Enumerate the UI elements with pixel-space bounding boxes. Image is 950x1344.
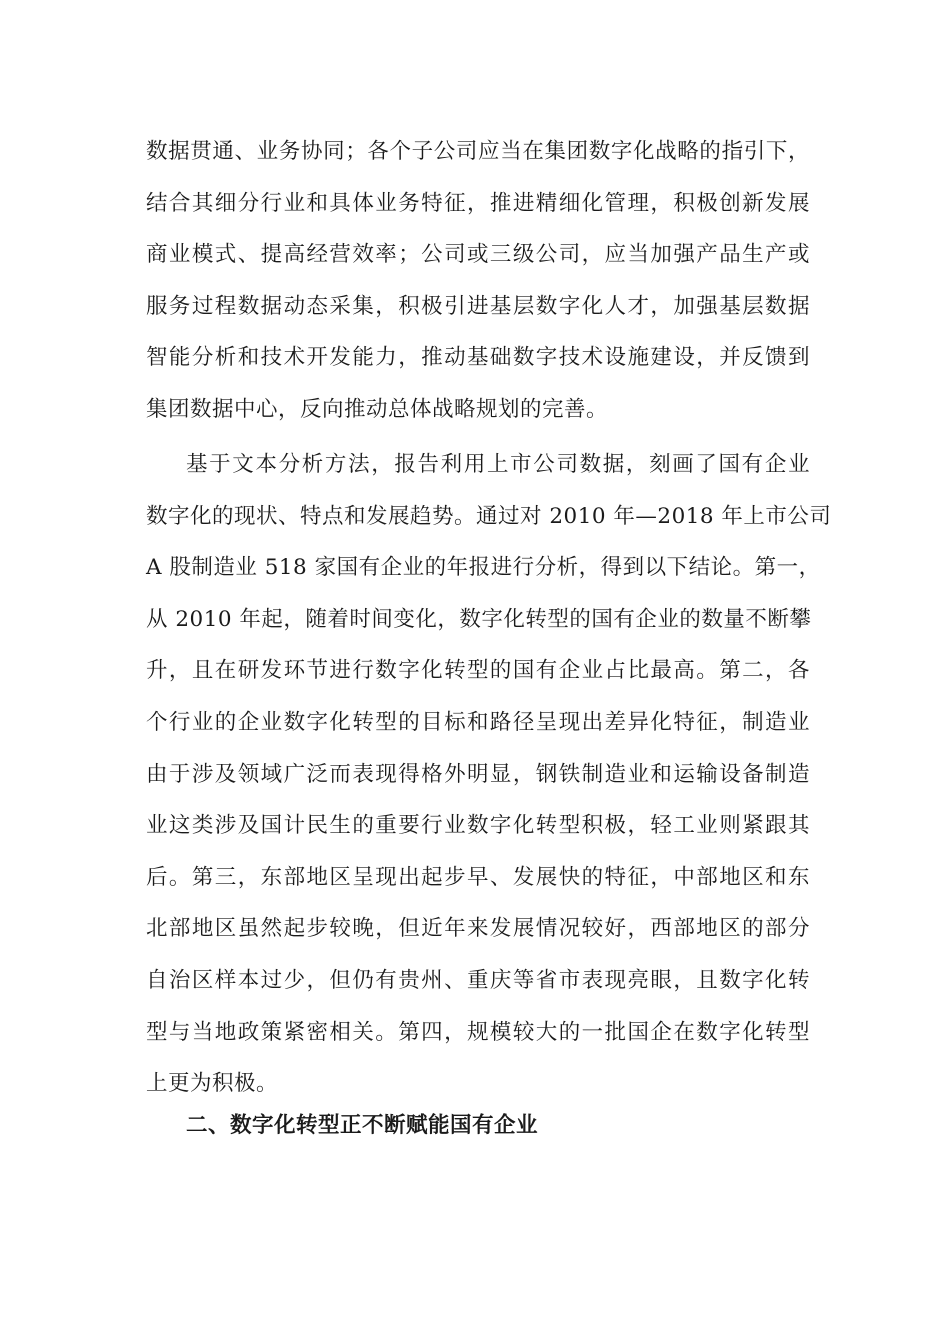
section-heading: 二、数字化转型正不断赋能国有企业	[186, 1113, 539, 1138]
paragraph-line: 上更为积极。	[146, 1071, 279, 1097]
paragraph-line: 智能分析和技术开发能力，推动基础数字技术设施建设，并反馈到	[146, 345, 810, 371]
paragraph-line: A 股制造业 518 家国有企业的年报进行分析，得到以下结论。第一，	[146, 555, 821, 581]
paragraph-line: 北部地区虽然起步较晚，但近年来发展情况较好，西部地区的部分	[146, 916, 810, 942]
paragraph-line: 结合其细分行业和具体业务特征，推进精细化管理，积极创新发展	[146, 190, 810, 216]
paragraph-1	[146, 126, 810, 436]
paragraph-line: 由于涉及领域广泛而表现得格外明显，钢铁制造业和运输设备制造	[146, 761, 810, 787]
paragraph-line: 数据贯通、业务协同；各个子公司应当在集团数字化战略的指引下，	[146, 139, 810, 164]
paragraph-line: 个行业的企业数字化转型的目标和路径呈现出差异化特征，制造业	[146, 709, 810, 735]
paragraph-2	[146, 439, 832, 1110]
paragraph-line: 服务过程数据动态采集，积极引进基层数字化人才，加强基层数据	[146, 293, 810, 319]
paragraph-line: 后。第三，东部地区呈现出起步早、发展快的特征，中部地区和东	[146, 864, 810, 890]
paragraph-line: 集团数据中心，反向推动总体战略规划的完善。	[146, 396, 609, 422]
paragraph-line: 业这类涉及国计民生的重要行业数字化转型积极，轻工业则紧跟其	[146, 813, 810, 839]
paragraph-line: 升，且在研发环节进行数字化转型的国有企业占比最高。第二，各	[146, 658, 810, 684]
paragraph-line: 型与当地政策紧密相关。第四，规模较大的一批国企在数字化转型	[146, 1019, 810, 1045]
paragraph-line: 数字化的现状、特点和发展趋势。通过对 2010 年—2018 年上市公司	[146, 503, 832, 529]
paragraph-line: 商业模式、提高经营效率；公司或三级公司，应当加强产品生产或	[146, 242, 810, 268]
paragraph-line: 从 2010 年起，随着时间变化，数字化转型的国有企业的数量不断攀	[146, 606, 812, 632]
paragraph-line: 自治区样本过少，但仍有贵州、重庆等省市表现亮眼，且数字化转	[146, 967, 810, 993]
paragraph-line: 基于文本分析方法，报告利用上市公司数据，刻画了国有企业	[186, 452, 810, 477]
